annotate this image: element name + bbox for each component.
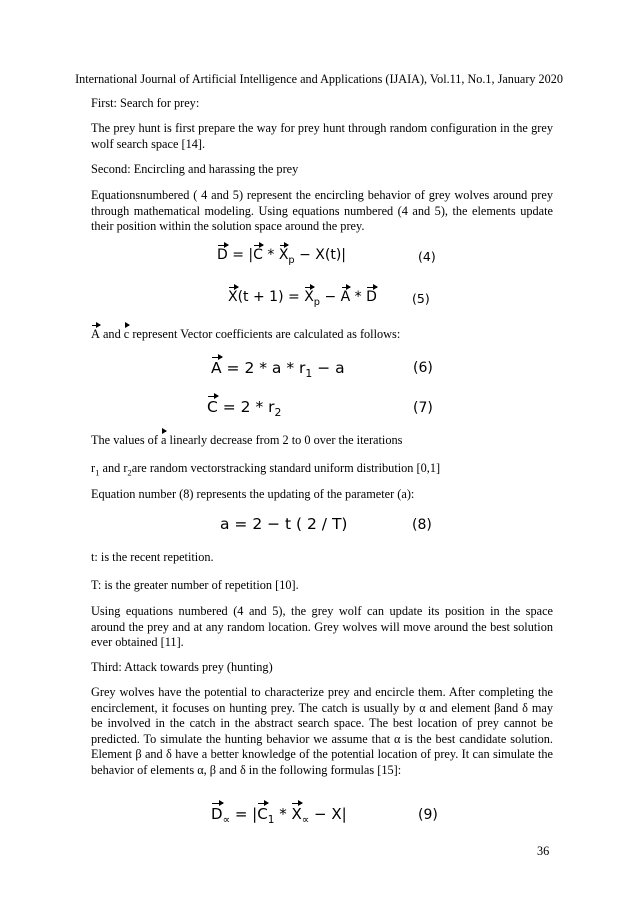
eq5-sub: p xyxy=(313,296,320,308)
equation-4 xyxy=(217,247,346,266)
eq4-d: D xyxy=(217,247,228,263)
vector-line-and: and xyxy=(99,327,124,341)
eq5-a: A xyxy=(340,289,351,305)
eq5-minus: − xyxy=(320,289,341,305)
first-heading: First: Search for prey: xyxy=(91,96,200,110)
eq5-star: * xyxy=(350,289,367,305)
random-vectors-line xyxy=(91,461,553,481)
r2-sub: 2 xyxy=(127,467,132,478)
vec-c: c xyxy=(123,327,130,341)
eq6-rhs: = 2 * a * r xyxy=(221,359,306,377)
random-and: and r xyxy=(99,461,128,475)
vector-coefficients-line xyxy=(91,327,553,343)
equation-5-number: (5) xyxy=(412,291,430,306)
eq9-c: C xyxy=(257,805,268,823)
eq9-xsub: ∝ xyxy=(301,814,310,826)
values-line-post: linearly decrease from 2 to 0 over the iterations xyxy=(166,433,403,447)
eq4-sub: p xyxy=(288,254,295,266)
r1-sub: 1 xyxy=(95,467,100,478)
eq7-c: C xyxy=(207,398,218,416)
paragraph-attack: Grey wolves have the potential to characterize prey and encircle them. After completing the encirclement, it focuses on hunting prey. The catch is usually by α and element βand δ may be involved in the catch in the abstract search space. The best location of prey cannot be predicted. To simulate the hunting behavior we assume that α is the best candidate solution. Element β and δ have a better knowledge of the potential location of prey. It can simulate the behavior of elements α, β and δ in the following formulas [15]: xyxy=(91,685,553,777)
eq5-lhs-rest: (t + 1) = xyxy=(237,289,305,305)
eq7-rhs: = 2 * r xyxy=(217,398,275,416)
equation-number-line: Equation number (8) represents the updating of the parameter (a): xyxy=(91,487,415,501)
values-line-pre: The values of xyxy=(91,433,161,447)
equation-7-number: (7) xyxy=(413,400,433,416)
equation-9-number: (9) xyxy=(418,807,438,823)
eq9-star: * xyxy=(274,805,292,823)
eq6-a: A xyxy=(211,359,222,377)
eq9-dsub: ∝ xyxy=(222,814,231,826)
vec-a: A xyxy=(91,327,100,341)
eq7-sub: 2 xyxy=(274,406,282,420)
equation-9 xyxy=(211,805,347,826)
second-heading: Second: Encircling and harassing the prey xyxy=(91,162,299,176)
eq9-eq: = | xyxy=(230,805,258,823)
values-line-a: a xyxy=(161,433,167,447)
eq5-d: D xyxy=(366,289,377,305)
eq9-d: D xyxy=(211,805,223,823)
eq9-csub: 1 xyxy=(267,814,275,826)
paragraph-prey-hunt: The prey hunt is first prepare the way for prey hunt through random configuration in the grey wolf search space [14]. xyxy=(91,121,553,151)
equation-5 xyxy=(228,289,377,308)
equation-4-number: (4) xyxy=(418,249,436,264)
equation-8-number: (8) xyxy=(412,517,432,533)
eq4-x: X xyxy=(278,247,289,263)
equation-7 xyxy=(207,398,281,419)
eq5-xp: X xyxy=(304,289,314,305)
vector-line-rest: represent Vector coefficients are calculated as follows: xyxy=(129,327,401,341)
random-rest: are random vectorstracking standard uniform distribution [0,1] xyxy=(131,461,441,475)
equation-6 xyxy=(211,359,345,380)
journal-header: International Journal of Artificial Intelligence and Applications (IJAIA), Vol.11, No.1, January 2020 xyxy=(75,72,563,86)
values-line xyxy=(91,433,553,449)
eq6-sub: 1 xyxy=(305,367,313,381)
eq9-x: X xyxy=(291,805,302,823)
paragraph-equations: Equationsnumbered ( 4 and 5) represent the encircling behavior of grey wolves around prey through mathematical modeling. Using equations numbered (4 and 5), the elements update their position within the solution space around the prey. xyxy=(91,188,553,233)
eq4-star: * xyxy=(262,247,279,263)
equation-6-number: (6) xyxy=(413,360,433,376)
third-heading: Third: Attack towards prey (hunting) xyxy=(91,660,273,674)
eq4-rest: − X(t)| xyxy=(294,247,346,263)
eq4-c: C xyxy=(253,247,263,263)
eq6-tail: − a xyxy=(312,359,345,377)
T-definition: T: is the greater number of repetition [10]. xyxy=(91,578,299,592)
equation-8: a = 2 − t ( 2 / T) xyxy=(220,515,348,533)
eq5-x: X xyxy=(228,289,238,305)
r1: r xyxy=(91,461,96,475)
paragraph-update: Using equations numbered (4 and 5), the grey wolf can update its position in the space around the prey and at any random location. Grey wolves will move around the best solution ever obtained [11]. xyxy=(91,604,553,649)
page-number: 36 xyxy=(537,844,550,858)
t-definition: t: is the recent repetition. xyxy=(91,550,214,564)
eq4-rhs-pre: = | xyxy=(227,247,254,263)
eq9-rest: − X| xyxy=(309,805,347,823)
